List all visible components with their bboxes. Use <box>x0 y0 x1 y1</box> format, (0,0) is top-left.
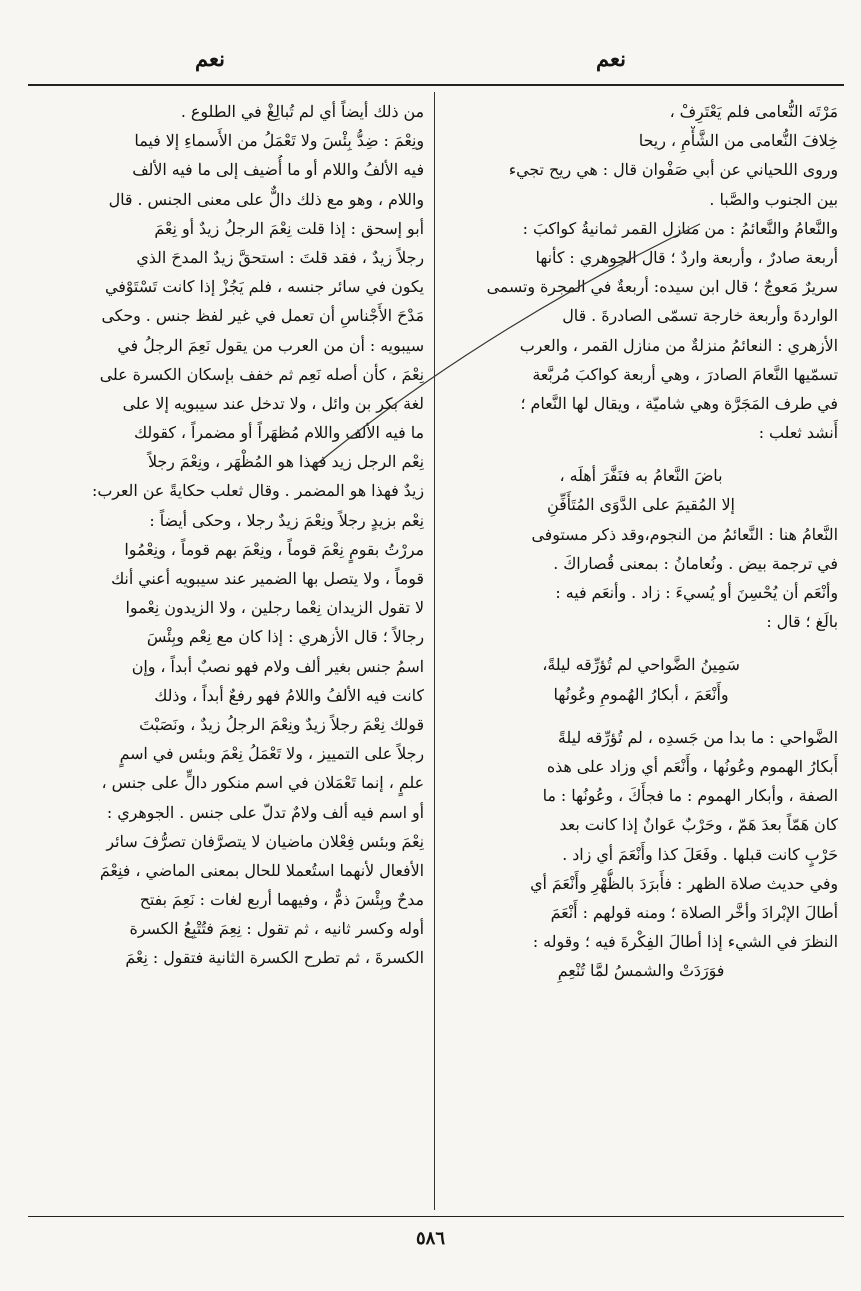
text-line: لا تقول الزيدان نِعْما رجلين ، ولا الزيدون نِعْموا <box>125 598 424 618</box>
text-line: كان هَمّاً بعدَ هَمّ ، وحَرْبٌ عَوانٌ إذا كانت بعد <box>559 815 838 835</box>
text-line: سريرٌ مَعوجٌ ؛ قال ابن سيده: أربعةٌ في المجرة وتسمى <box>486 277 838 297</box>
text-line: أبو إسحق : إذا قلت نِعْمَ الرجلُ زيدٌ أو نِعْمَ <box>154 218 424 238</box>
text-line: النَّعامُ هنا : النَّعائمُ من النجوم،وقد ذكر مستوفى <box>531 524 838 544</box>
text-line: مدحٌ وبِئْسَ ذمٌّ ، وفيهما أربع لغات : نَعِمَ بفتح <box>139 890 424 910</box>
text-line: رجلاً على التمييز ، ولا تَعْمَلُ نِعْمَ وبئس في اسمٍ <box>119 744 424 764</box>
text-line: أربعة صادرٌ ، وأربعة واردٌ ؛ قال الجوهري : كأنها <box>535 247 838 267</box>
text-line: نِعْمَ ، كأن أصله نَعِم ثم خفف بإسكان الكسرة على <box>99 364 424 384</box>
text-line: يكون في سائر جنسه ، فلم يَجُزْ إذا كانت تَسْتَوْفي <box>105 277 424 297</box>
text-line: مررْتُ بقومٍ نِعْمَ قوماً ، ونِعْمَ بهم قوماً ، ونِعْمُوا <box>124 539 424 559</box>
text-line: وروى اللحياني عن أبي صَفْوان قال : هي ريح تجيء <box>508 160 838 180</box>
text-line: رجالاً ؛ قال الأزهري : إذا كان مع نِعْم وبِئْسَ <box>146 627 424 647</box>
text-line: في ترجمة بيض . ونُعامانُ : بمعنى قُصاراكَ . <box>553 553 838 573</box>
page-number: ٥٨٦ <box>415 1228 445 1249</box>
text-line: بالَغ ؛ قال : <box>766 612 838 632</box>
text-line: مَدْحَ الأَجْناسِ أن تعمل في غير لفظ جنس . وحكى <box>101 306 424 326</box>
text-line: أوله وكسر ثانيه ، ثم تقول : نِعِمَ فتُتْبِعُ الكسرة <box>129 919 424 939</box>
text-line: وأنْعَم أن يُحْسِنَ أو يُسيءَ : زاد . وأنعَم فيه : <box>555 583 838 602</box>
text-line: والنَّعامُ والنَّعائمُ : من منازل القمر ثمانيةُ كواكبَ : <box>522 218 838 238</box>
text-line: ونِعْمَ : ضِدُّ بِئْسَ ولا تَعْمَلُ من الأَسماءِ إلا فيما <box>134 131 424 151</box>
text-line: أطالَ الإبْرادَ وأخَّر الصلاة ؛ ومنه قولهم : أَنْعَمَ <box>550 902 838 922</box>
text-line: نِعْم بزيدٍ رجلاً ونِعْمَ زيدٌ رجلا ، وحكى أيضاً : <box>149 510 424 530</box>
text-line: قوماً ، ولا يتصل بها الضمير عند سيبويه أعني أنك <box>111 569 424 588</box>
text-line: زيدٌ فهذا هو المضمر . وقال ثعلب حكايةً عن العرب: <box>92 481 424 501</box>
text-line: أو اسم فيه ألف ولامٌ تدلّ على جنس . الجوهري : <box>106 802 424 822</box>
text-line: مَرْتَه النُّعامى فلم يَعْتَرِفْ ، <box>669 102 838 121</box>
text-line: أَبكارُ الهموم وعُونُها ، وأَنْعَم أي وزاد على هذه <box>546 756 838 776</box>
text-line: اسمُ جنس بغير ألف ولام فهو نصبٌ أبداً ، وإن <box>131 656 424 676</box>
text-line: بين الجنوب والصَّبا . <box>709 189 838 209</box>
verse-line: فوَرَدَتْ والشمسُ لمَّا تُنْعِمِ <box>557 961 725 981</box>
text-line: أَنشد ثعلب : <box>758 423 838 443</box>
text-line: قولك نِعْمَ رجلاً زيدٌ ونِعْمَ الرجلُ زيدٌ ، ونَصَبْتَ <box>139 714 424 734</box>
text-line: الأزهري : النعائمُ منزلةٌ من منازل القمر ، والعرب <box>519 335 838 355</box>
text-line: نِعْمَ وبئس فِعْلان ماضيان لا يتصرَّفان تصرُّفَ سائر <box>106 831 424 851</box>
running-head-left: نعم <box>195 46 225 71</box>
text-line: علمٍ ، إنما تَعْمَلان في اسم منكور دالٍّ على جنس ، <box>101 773 424 793</box>
text-line: وفي حديث صلاة الظهر : فأَبرَدَ بالظُّهْرِ وأَنْعَمَ أي <box>530 873 838 893</box>
text-line: تسمّيها النَّعامَ الصادرَ ، وهي أربعة كواكبَ مُربَّعة <box>532 364 838 384</box>
bottom-rule <box>28 1216 844 1217</box>
text-line: كانت فيه الألفُ واللامُ فهو رفعٌ أبداً ، وذلك <box>154 685 424 705</box>
text-line: حَرْبٍ كانت قبلها . وفَعَلَ كذا وأَنْعَمَ أي زاد . <box>562 844 838 864</box>
verse-line: سَمِينُ الضَّواحي لم تُؤرِّقه ليلةً، <box>542 655 740 675</box>
text-line: خِلافَ النُّعامى من الشَّأْمِ ، ريحا <box>638 131 838 151</box>
text-line: الواردةَ وأربعة خارجة تسمّى الصادرةَ . قال <box>562 306 838 326</box>
text-line: واللام ، وهو مع ذلك دالٌّ على معنى الجنس . قال <box>108 189 424 209</box>
verse-line: إلا المُقيمَ على الدَّوَى المُتَأَفِّنِ <box>547 495 735 515</box>
verse-line: وأَنْعَمَ ، أبكارُ الهُمومِ وعُونُها <box>553 684 729 704</box>
text-line: ما فيه الألف واللام مُظهَراً أو مضمراً ، كقولك <box>134 423 424 443</box>
text-line: رجلاً زيدٌ ، فقد قلتَ : استحقَّ زيدٌ المدحَ الذي <box>136 247 424 267</box>
text-line: في طرف المَجَرَّة وهي شاميّة ، ويقال لها النَّعام ؛ <box>520 393 838 413</box>
text-line: لغة بكر بن وائل ، ولا تدخل عند سيبويه إلا على <box>122 393 424 413</box>
text-line: من ذلك أيضاً أي لم تُبالِغْ في الطلوع . <box>180 102 424 121</box>
text-line: الضَّواحي : ما بدا من جَسدِه ، لم تُؤرِّقه ليلةً <box>557 727 838 747</box>
verse-line: باضَ النَّعامُ به فنَفَّرَ أهلَه ، <box>559 466 723 486</box>
text-line: نِعْم الرجل زيد فهذا هو المُظْهَر ، ونِعْمَ رجلاً <box>147 452 424 472</box>
text-line: الكسرةَ ، ثم تطرح الكسرة الثانية فتقول : نِعْمَ <box>125 948 424 968</box>
text-line: الصفة ، وأبكار الهموم : ما فجأَكَ ، وعُونُها : ما <box>542 786 838 806</box>
text-line: سيبويه : أن من العرب من يقول نَعِمَ الرجلُ في <box>117 335 424 355</box>
text-line: الأفعال لأنهما استُعملا للحال بمعنى الماضي ، فنِعْمَ <box>99 860 424 880</box>
running-head-right: نعم <box>596 46 626 71</box>
text-line: فيه الألفُ واللام أو ما أُضيف إلى ما فيه الألف <box>132 160 424 180</box>
text-line: النظرَ في الشيء إذا أطالَ الفِكْرةَ فيه ؛ وقوله : <box>532 932 838 952</box>
